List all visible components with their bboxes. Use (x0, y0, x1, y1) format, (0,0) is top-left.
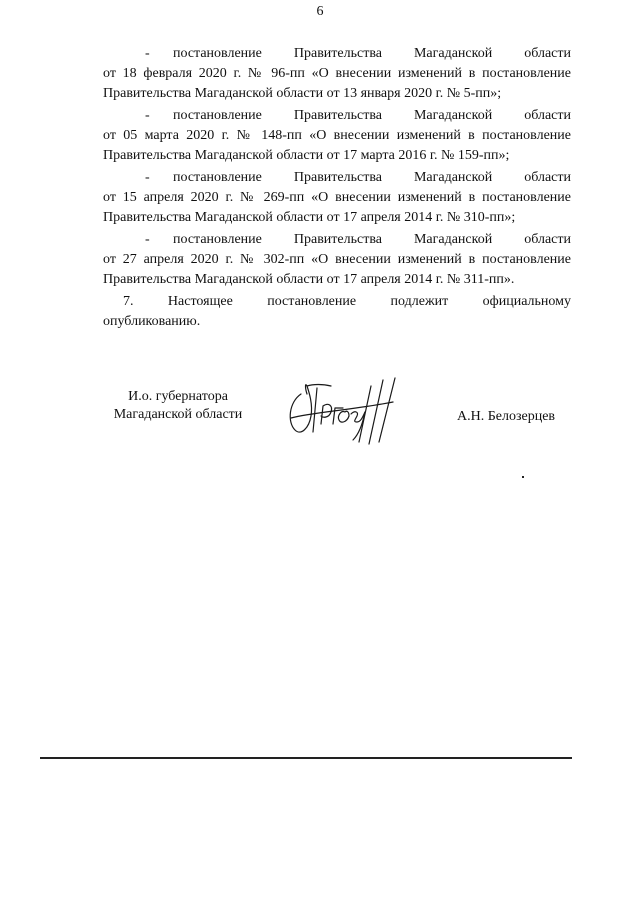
item-line: от 15 апреля 2020 г. № 269-пп «О внесении изменений в постановление (103, 190, 571, 205)
handwritten-signature (283, 372, 413, 447)
item-line: Правительства Магаданской области от 17 марта 2016 г. № 159-пп»; (103, 148, 510, 163)
item-line: Правительства Магаданской области от 17 апреля 2014 г. № 310-пп»; (103, 210, 516, 225)
signer-name: А.Н. Белозерцев (457, 409, 556, 424)
item-line: Правительства Магаданской области от 17 апреля 2014 г. № 311-пп». (103, 272, 515, 287)
list-item (103, 106, 571, 166)
final-paragraph (103, 292, 571, 332)
signer-title (103, 388, 253, 424)
item-line: от 27 апреля 2020 г. № 302-пп «О внесении изменений в постановление (103, 252, 571, 267)
item-line: от 18 февраля 2020 г. № 96-пп «О внесении изменений в постановление (103, 66, 571, 81)
signer-title-line1: И.о. губернатора (128, 389, 228, 404)
item-first-line: постановление Правительства Магаданской области (173, 232, 571, 247)
final-last-line: опубликованию. (103, 314, 201, 329)
page-number: 6 (316, 4, 324, 19)
signer-title-line2: Магаданской области (113, 407, 243, 422)
list-dash: - (145, 108, 150, 123)
list-dash: - (145, 46, 150, 61)
list-item (103, 230, 571, 290)
list-item (103, 168, 571, 228)
item-first-line: постановление Правительства Магаданской области (173, 46, 571, 61)
stray-mark (522, 476, 524, 478)
item-first-line: постановление Правительства Магаданской области (173, 170, 571, 185)
list-dash: - (145, 232, 150, 247)
list-item (103, 44, 571, 104)
final-first-line: 7. Настоящее постановление подлежит официальному (123, 294, 571, 309)
document-body (103, 44, 571, 334)
item-line: Правительства Магаданской области от 13 января 2020 г. № 5-пп»; (103, 86, 502, 101)
item-line: от 05 марта 2020 г. № 148-пп «О внесении изменений в постановление (103, 128, 571, 143)
item-first-line: постановление Правительства Магаданской области (173, 108, 571, 123)
list-dash: - (145, 170, 150, 185)
bottom-rule (40, 757, 572, 759)
